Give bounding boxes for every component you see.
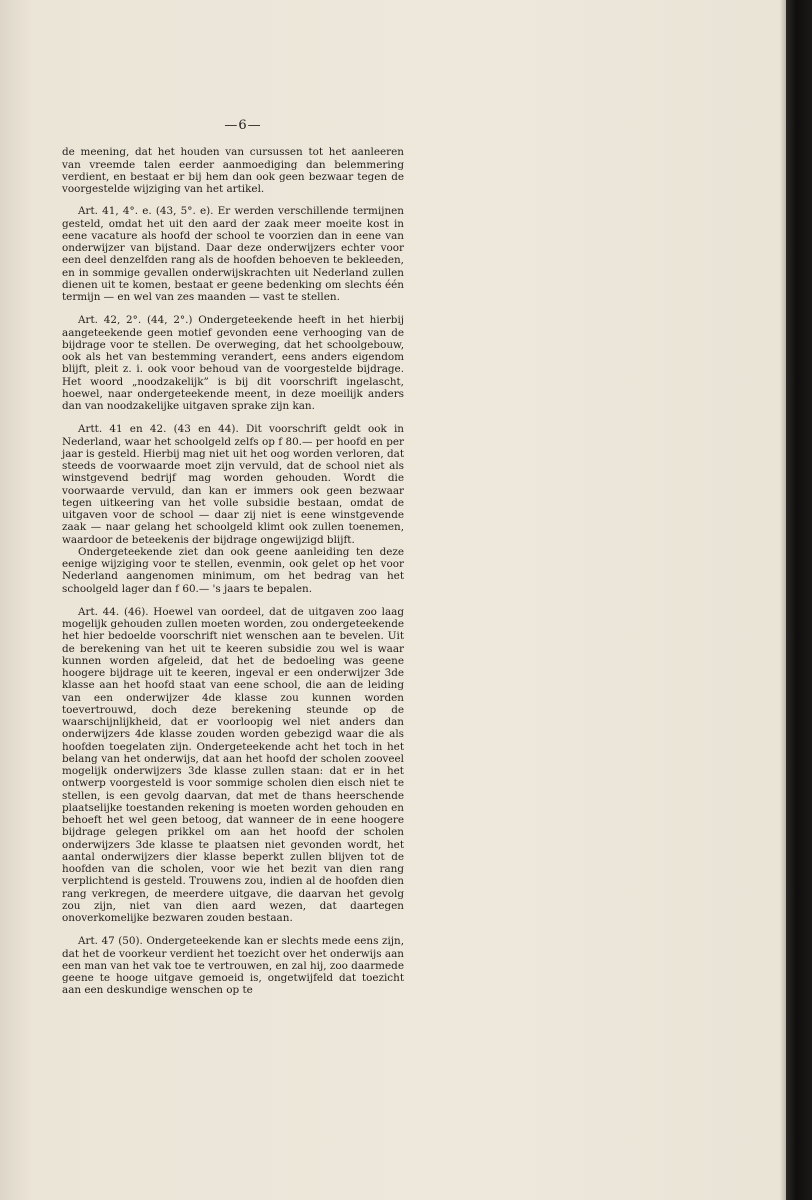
paragraph-art-44: Art. 44. (46). Hoewel van oordeel, dat de uitgaven zoo laag mogelijk gehouden zullen moeten worden, zou ondergeteekende het hier bedoelde voorschrift niet wenschen aan te bevelen. Uit de berekening van het uit te keeren subsidie zou wel is waar kunnen worden afgeleid, dat het de bedoeling was geene hoogere bijdrage uit te keeren, ingeval er een onderwijzer 3de klasse aan het hoofd staat van eene school, die aan de leiding van een onderwijzer 4de klasse zou kunnen worden toevertrouwd, doch deze berekening steunde op de waarschijnlijkheid, dat er voorloopig wel niet anders dan onderwijzers 4de klasse zouden worden gebezigd waar die als hoofden toegelaten zijn. Ondergeteekende acht het toch in het belang van het onderwijs, dat aan het hoofd der scholen zooveel mogelijk onderwijzers 3de klasse zullen staan: dat er in het ontwerp voorgesteld is voor sommige scholen dien eisch niet te stellen, is een gevolg daarvan, dat met de thans heerschende plaatselijke toestanden rekening is moeten worden gehouden en behoeft het wel geen betoog, dat wanneer de in eene hoogere bijdrage gelegen prikkel om aan het hoofd der scholen onderwijzers 3de klasse te plaatsen niet gevonden wordt, het aantal onderwijzers dier klasse beperkt zullen blijven tot de hoofden van die scholen, voor wie het bezit van dien rang verplichtend is gesteld. Trouwens zou, indien al de hoofden dien rang verkregen, de meerdere uitgave, die daarvan het gevolg zou zijn, niet van dien aard wezen, dat daartegen onoverkomelijke bezwaren zouden bestaan. [62,605,404,924]
paragraph-art-47: Art. 47 (50). Ondergeteekende kan er slechts mede eens zijn, dat het de voorkeur verdient het toezicht over het onderwijs aan een man van het vak toe te vertrouwen, en zal hij, zoo daarmede geene te hooge uitgave gemoeid is, ongetwijfeld dat toezicht aan een deskundige wenschen op te [62,935,404,997]
page-number: —6— [224,118,262,133]
paragraph-art-41: Art. 41, 4°. e. (43, 5°. e). Er werden verschillende termijnen gesteld, omdat het uit den aard der zaak meer moeite kost in eene vacature als hoofd der school te voorzien dan in eene van onderwijzer van bijstand. Daar deze onderwijzers echter voor een deel denzelfden rang als de hoofden behoeven te bekleeden, en in sommige gevallen onderwijskrachten uit Nederland zullen dienen uit te komen, bestaat er geene bedenking om slechts één termijn — en wel van zes maanden — vast te stellen. [62,205,404,303]
paragraph-continuation: de meening, dat het houden van cursussen tot het aanleeren van vreemde talen eerder aanmoediging dan belemmering verdient, en bestaat er bij hem dan ook geen bezwaar tegen de voorgestelde wijziging van het artikel. [62,146,404,195]
paragraph-artt-41-42: Artt. 41 en 42. (43 en 44). Dit voorschrift geldt ook in Nederland, waar het schoolgeld zelfs op f 80.— per hoofd en per jaar is gesteld. Hierbij mag niet uit het oog worden verloren, dat steeds de voorwaarde moet zijn vervuld, dat de school niet als winstgevend bedrijf mag worden gehouden. Wordt die voorwaarde vervuld, dan kan er immers ook geen bezwaar tegen uitkeering van het volle subsidie bestaan, omdat de uitgaven voor de school — daar zij niet is eene winstgevende zaak — naar gelang het schoolgeld klimt ook zullen toenemen, waardoor de beteekenis der bijdrage ongewijzigd blijft. [62,423,404,546]
page-body [62,120,404,997]
scanner-border [786,0,812,1200]
paragraph-art-42: Art. 42, 2°. (44, 2°.) Ondergeteekende heeft in het hierbij aangeteekende geen motief gevonden eene verhooging van de bijdrage voor te stellen. De overweging, dat het schoolgebouw, ook als het van bestemming verandert, eens anders eigendom blijft, pleit z. i. ook voor behoud van de voorgestelde bijdrage. Het woord „noodzakelijk” is bij dit voorschrift ingelascht, hoewel, naar ondergeteekende meent, in deze moeilijk anders dan van noodzakelijke uitgaven sprake zijn kan. [62,314,404,412]
paragraph-schoolgeld: Ondergeteekende ziet dan ook geene aanleiding ten deze eenige wijziging voor te stellen, evenmin, ook gelet op het voor Nederland aangenomen minimum, om het bedrag van het schoolgeld lager dan f 60.— 's jaars te bepalen. [62,545,404,595]
